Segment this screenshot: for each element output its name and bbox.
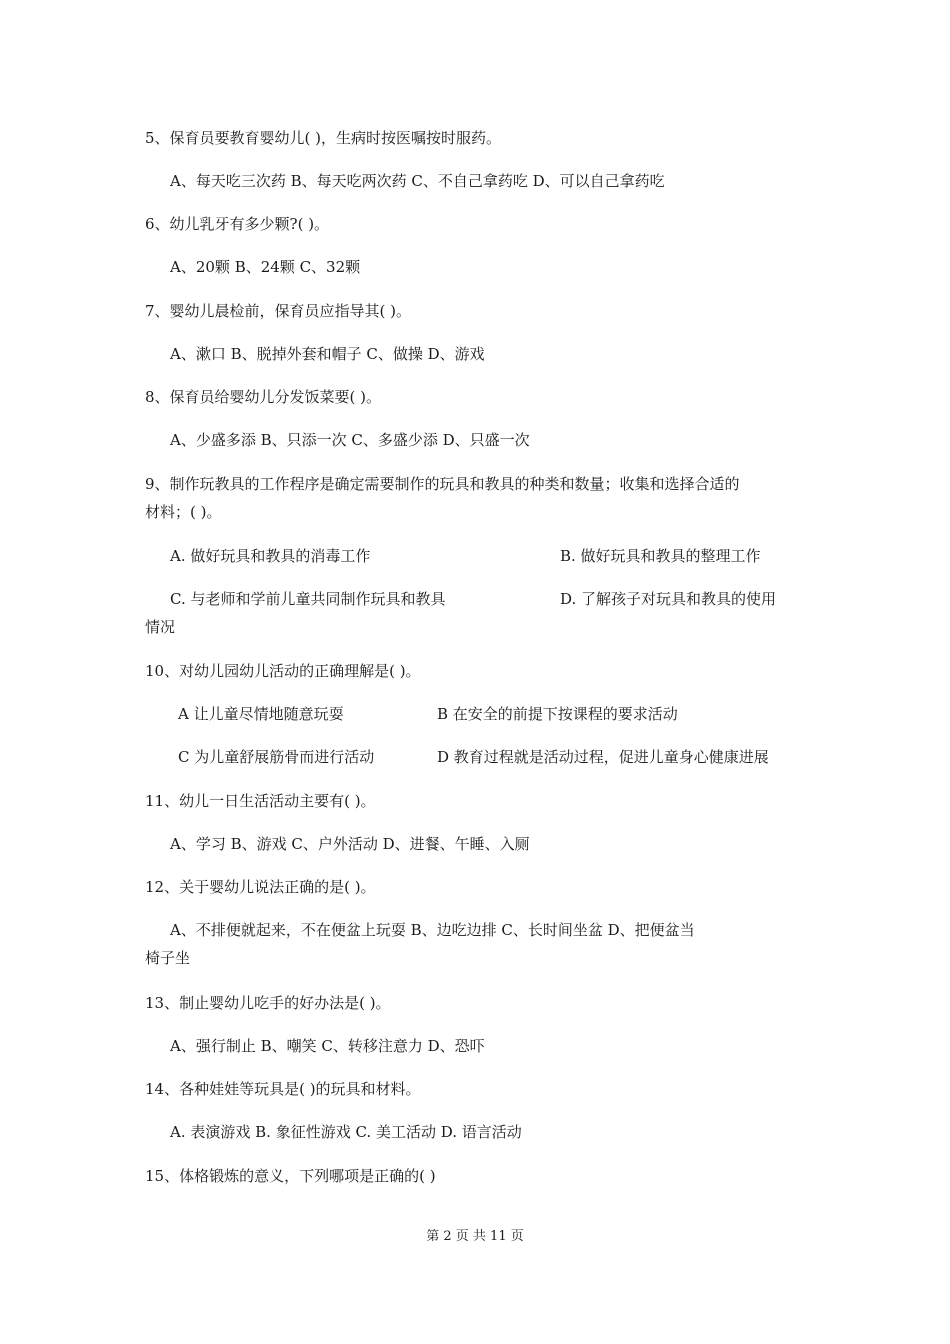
question-6-stem: 6、幼儿乳牙有多少颗?( )。 xyxy=(145,215,330,233)
question-11-options: A、学习 B、游戏 C、户外活动 D、进餐、午睡、入厕 xyxy=(170,835,530,853)
question-9-option-c: C. 与老师和学前儿童共同制作玩具和教具 xyxy=(170,590,446,608)
question-9-option-a: A. 做好玩具和教具的消毒工作 xyxy=(170,547,371,565)
question-6-options: A、20颗 B、24颗 C、32颗 xyxy=(170,258,361,276)
question-10-stem: 10、对幼儿园幼儿活动的正确理解是( )。 xyxy=(145,662,421,680)
question-12-stem: 12、关于婴幼儿说法正确的是( )。 xyxy=(145,878,376,896)
question-7-options: A、漱口 B、脱掉外套和帽子 C、做操 D、游戏 xyxy=(170,345,485,363)
question-9-option-d-continued: 情况 xyxy=(145,618,176,636)
question-9-stem-line-2: 材料；( )。 xyxy=(145,503,222,521)
question-5-stem: 5、保育员要教育婴幼儿( )，生病时按医嘱按时服药。 xyxy=(145,129,502,147)
question-8-options: A、少盛多添 B、只添一次 C、多盛少添 D、只盛一次 xyxy=(170,431,530,449)
question-8-stem: 8、保育员给婴幼儿分发饭菜要( )。 xyxy=(145,388,382,406)
question-14-stem: 14、各种娃娃等玩具是( )的玩具和材料。 xyxy=(145,1080,421,1098)
question-10-option-d: D 教育过程就是活动过程，促进儿童身心健康进展 xyxy=(437,748,769,766)
question-10-option-b: B 在安全的前提下按课程的要求活动 xyxy=(437,705,678,723)
question-10-option-c: C 为儿童舒展筋骨而进行活动 xyxy=(178,748,375,766)
question-12-options-line-2: 椅子坐 xyxy=(145,949,191,967)
question-9-option-d: D. 了解孩子对玩具和教具的使用 xyxy=(560,590,777,608)
question-10-option-a: A 让儿童尽情地随意玩耍 xyxy=(178,705,344,723)
question-13-options: A、强行制止 B、嘲笑 C、转移注意力 D、恐吓 xyxy=(170,1037,485,1055)
question-11-stem: 11、幼儿一日生活活动主要有( )。 xyxy=(145,792,376,810)
question-12-options-line-1: A、不排便就起来，不在便盆上玩耍 B、边吃边排 C、长时间坐盆 D、把便盆当 xyxy=(170,921,695,939)
question-14-options: A. 表演游戏 B. 象征性游戏 C. 美工活动 D. 语言活动 xyxy=(170,1123,522,1141)
question-7-stem: 7、婴幼儿晨检前，保育员应指导其( )。 xyxy=(145,302,412,320)
question-9-stem-line-1: 9、制作玩教具的工作程序是确定需要制作的玩具和教具的种类和数量；收集和选择合适的 xyxy=(145,475,740,493)
question-15-stem: 15、体格锻炼的意义，下列哪项是正确的( ) xyxy=(145,1167,436,1185)
question-13-stem: 13、制止婴幼儿吃手的好办法是( )。 xyxy=(145,994,391,1012)
question-9-option-b: B. 做好玩具和教具的整理工作 xyxy=(560,547,761,565)
page-number-footer: 第 2 页 共 11 页 xyxy=(426,1229,524,1244)
question-5-options: A、每天吃三次药 B、每天吃两次药 C、不自己拿药吃 D、可以自己拿药吃 xyxy=(170,172,665,190)
